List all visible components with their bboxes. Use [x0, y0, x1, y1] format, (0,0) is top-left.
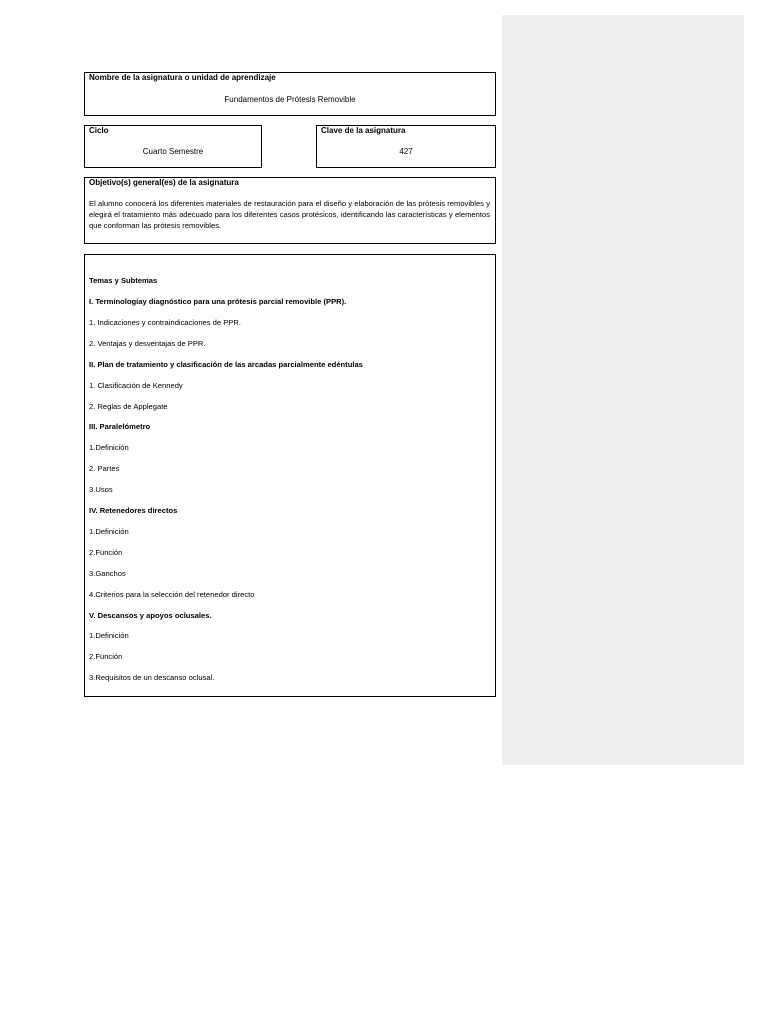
- subtopic-item: 3.Usos: [89, 485, 113, 495]
- cycle-label: Ciclo: [89, 126, 109, 135]
- topic-heading: II. Plan de tratamiento y clasificación de las arcadas parcialmente edéntulas: [89, 359, 363, 369]
- subtopic-item: 2. Ventajas y desventajas de PPR.: [89, 338, 206, 348]
- subtopic-item: 1. Clasificación de Kennedy: [89, 380, 183, 390]
- subtopic-item: 3.Ganchos: [89, 568, 126, 578]
- subject-key-label: Clave de la asignatura: [321, 126, 406, 135]
- subject-key-box: [316, 125, 496, 168]
- subject-box: [84, 72, 496, 116]
- subtopic-item: 1.Definición: [89, 526, 129, 536]
- subtopic-item: 2. Partes: [89, 464, 120, 474]
- subtopic-item: 1. Indicaciones y contraindicaciones de PPR.: [89, 317, 241, 327]
- subtopic-item: 2.Función: [89, 652, 123, 662]
- subject-key-value: 427: [399, 147, 413, 156]
- subtopic-item: 2. Reglas de Applegate: [89, 401, 168, 411]
- subtopic-item: 2.Función: [89, 547, 123, 557]
- topic-heading: I. Terminologíay diagnóstico para una prótesis parcial removible (PPR).: [89, 297, 347, 306]
- objective-text: El alumno conocerá los diferentes materiales de restauración para el diseño y elaboración de las prótesis removibles y elegirá el tratamiento más adecuado para los diferentes casos protésicos, identificando las características y elementos que conforman las prótesis removibles.: [89, 199, 490, 230]
- topics-box: [84, 254, 496, 697]
- cycle-box: [84, 125, 262, 168]
- objective-box: [84, 177, 496, 244]
- subtopic-item: 3.Requisitos de un descanso oclusal.: [89, 673, 215, 683]
- topic-heading: III. Paralelómetro: [89, 422, 151, 432]
- topic-heading: IV. Retenedores directos: [89, 506, 178, 515]
- objective-label: Objetivo(s) general(es) de la asignatura: [89, 178, 239, 187]
- subject-value: Fundamentos de Prótesis Removible: [224, 95, 356, 104]
- cycle-value: Cuarto Semestre: [142, 147, 204, 156]
- subject-label: Nombre de la asignatura o unidad de aprendizaje: [89, 73, 276, 82]
- subtopic-item: 1.Definición: [89, 631, 129, 641]
- topic-heading: V. Descansos y apoyos oclusales.: [89, 610, 212, 620]
- comment-pane: [502, 15, 744, 765]
- subtopic-item: 4.Criterios para la selección del retenedor directo: [89, 589, 255, 599]
- topics-heading: Temas y Subtemas: [89, 276, 158, 285]
- subtopic-item: 1.Definición: [89, 443, 129, 453]
